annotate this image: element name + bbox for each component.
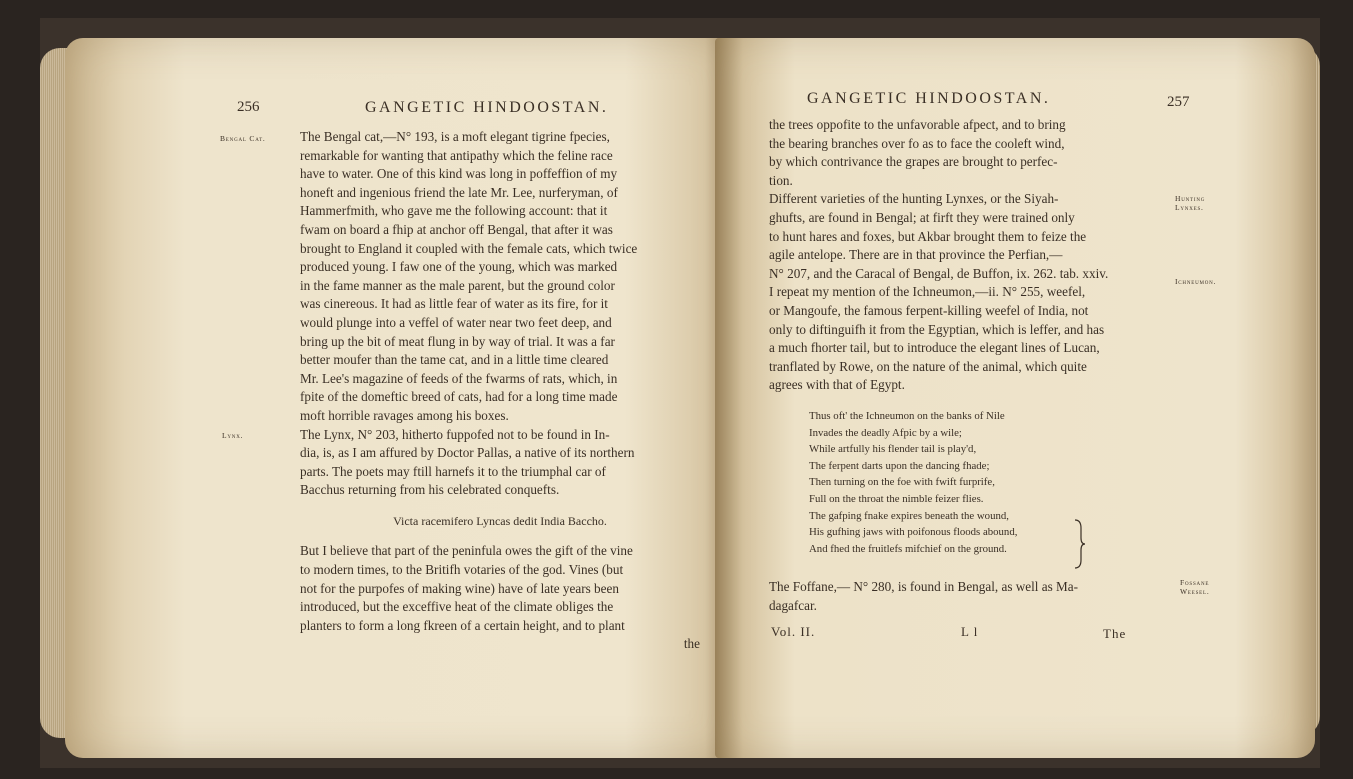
body-text — [769, 578, 1143, 615]
text-line: But I believe that part of the peninfula owes the gift of the vine — [300, 543, 633, 559]
text-line: to hunt hares and foxes, but Akbar brought them to feize the — [769, 228, 1087, 244]
text-line: remarkable for wanting that antipathy which the feline race — [300, 147, 613, 163]
margin-note: Ichneumon. — [1175, 277, 1217, 286]
text-line: bring up the bit of meat flung in by way of trial. It was a far — [300, 333, 615, 349]
verse-line: His gufhing jaws with poifonous floods abound, — [809, 526, 1018, 539]
running-header: GANGETIC HINDOOSTAN. — [365, 99, 609, 116]
text-line: planters to form a long fkreen of a certain height, and to plant — [300, 617, 625, 633]
left-page — [65, 38, 733, 758]
text-line: The Bengal cat,—N° 193, is a moft elegant tigrine fpecies, — [300, 129, 610, 144]
margin-note: Hunting Lynxes. — [1175, 194, 1206, 212]
text-line: N° 207, and the Caracal of Bengal, de Buffon, ix. 262. tab. xxiv. — [769, 265, 1109, 281]
text-line: Bacchus returning from his celebrated conquefts. — [300, 482, 560, 498]
text-line: in the fame manner as the male parent, but the ground color — [300, 277, 615, 293]
right-page — [715, 38, 1315, 758]
text-line: ghufts, are found in Bengal; at firft they were trained only — [769, 209, 1075, 225]
margin-note: Lynx. — [222, 431, 244, 440]
text-line: better moufer than the tame cat, and in a little time cleared — [300, 352, 609, 368]
text-line: or Mangoufe, the famous ferpent-killing weefel of India, not — [769, 302, 1089, 318]
text-line: Different varieties of the hunting Lynxes, or the Siyah- — [769, 191, 1059, 207]
text-line: The Lynx, N° 203, hitherto fuppofed not to be found in In- — [300, 426, 610, 442]
text-line: the trees oppofite to the unfavorable afpect, and to bring — [769, 117, 1066, 132]
page-number: 257 — [1167, 94, 1190, 110]
catchword: The — [1103, 626, 1127, 641]
verse-line: Invades the deadly Afpic by a wile; — [809, 426, 962, 439]
page-number: 256 — [237, 99, 260, 115]
text-line: tion. — [769, 172, 793, 188]
verse-block — [809, 408, 1109, 557]
text-line: a much fhorter tail, but to introduce the elegant lines of Lucan, — [769, 340, 1100, 356]
text-line: agrees with that of Egypt. — [769, 377, 905, 393]
margin-note: Fossane Weesel. — [1180, 578, 1210, 596]
text-line: have to water. One of this kind was long in poffeffion of my — [300, 166, 618, 182]
text-line: fwam on board a fhip at anchor off Bengal, that after it was — [300, 221, 613, 237]
text-line: would plunge into a veffel of water near two feet deep, and — [300, 314, 612, 330]
verse-brace — [1073, 518, 1087, 570]
text-line: by which contrivance the grapes are brought to perfec- — [769, 154, 1058, 170]
text-line: dagafcar. — [769, 597, 817, 613]
latin-quote: Victa racemifero Lyncas dedit India Baccho. — [393, 513, 607, 528]
text-line: dia, is, as I am affured by Doctor Pallas, a native of its northern — [300, 445, 635, 461]
volume-footer: Vol. II. — [771, 624, 816, 639]
catchword: the — [683, 636, 700, 652]
signature-mark: L l — [961, 624, 979, 639]
text-line: moft horrible ravages among his boxes. — [300, 407, 509, 423]
text-line: only to diftinguifh it from the Egyptian, which is leffer, and has — [769, 321, 1105, 337]
text-line: parts. The poets may ftill harnefs it to the triumphal car of — [300, 463, 606, 479]
body-text — [300, 128, 700, 654]
text-line: fpite of the domeftic breed of cats, had for a long time made — [300, 389, 618, 405]
verse-line: The ferpent darts upon the dancing fhade; — [809, 459, 990, 472]
text-line: agile antelope. There are in that province the Perfian,— — [769, 247, 1063, 263]
margin-note: Bengal Cat. — [220, 134, 266, 143]
text-line: I repeat my mention of the Ichneumon,—ii. N° 255, weefel, — [769, 284, 1086, 300]
text-line: tranflated by Rowe, on the nature of the animal, which quite — [769, 358, 1087, 374]
verse-line: Then turning on the foe with fwift furprife, — [809, 476, 995, 489]
running-header: GANGETIC HINDOOSTAN. — [807, 90, 1051, 107]
book-spread — [40, 18, 1320, 768]
text-line: Mr. Lee's magazine of feeds of the fwarms of rats, which, in — [300, 370, 618, 386]
text-line: introduced, but the exceffive heat of the climate obliges the — [300, 599, 614, 615]
text-line: the bearing branches over fo as to face the cooleft wind, — [769, 135, 1065, 151]
text-line: was cinereous. It had as little fear of water as its fire, for it — [300, 296, 608, 312]
verse-line: Full on the throat the nimble feizer flies. — [809, 492, 984, 505]
body-text — [769, 116, 1143, 395]
verse-line: And fhed the fruitlefs mifchief on the ground. — [809, 542, 1007, 555]
verse-line: While artfully his flender tail is play'd, — [809, 443, 977, 456]
text-line: to modern times, to the Britifh votaries of the god. Vines (but — [300, 562, 624, 578]
text-line: brought to England it coupled with the female cats, which twice — [300, 240, 638, 256]
verse-line: The gafping fnake expires beneath the wound, — [809, 509, 1009, 522]
text-line: The Foffane,— N° 280, is found in Bengal, as well as Ma- — [769, 579, 1079, 594]
text-line: Hammerfmith, who gave me the following account: that it — [300, 203, 608, 219]
text-line: honeft and ingenious friend the late Mr. Lee, nurferyman, of — [300, 184, 618, 200]
verse-line: Thus oft' the Ichneumon on the banks of Nile — [809, 410, 1005, 422]
text-line: not for the purpofes of making wine) have of late years been — [300, 580, 619, 596]
text-line: produced young. I faw one of the young, which was marked — [300, 259, 618, 275]
